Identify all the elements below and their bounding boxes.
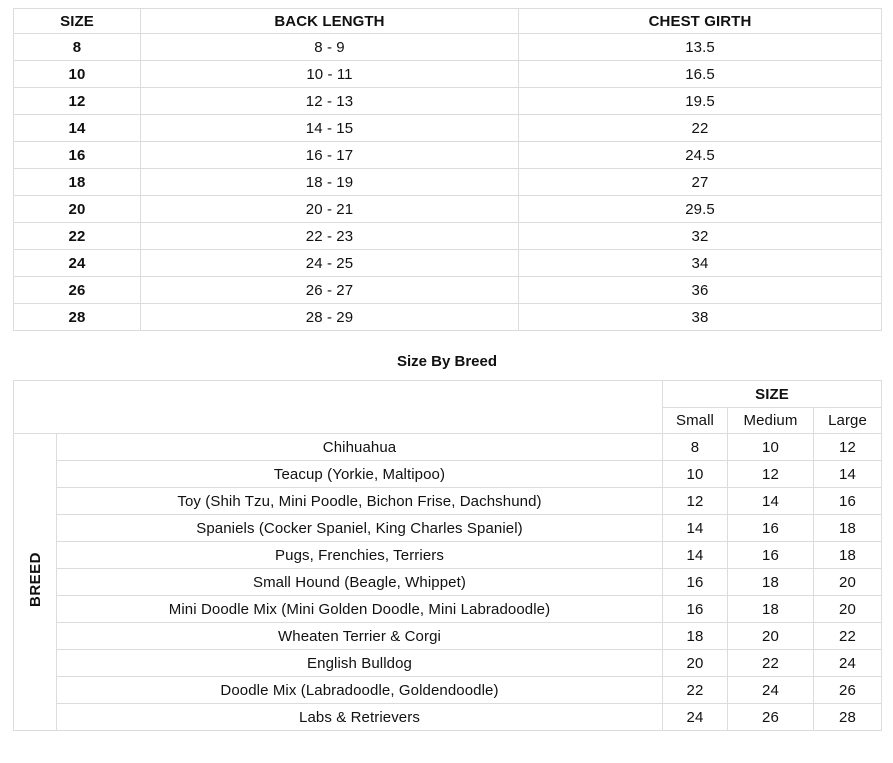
breed-axis-label: BREED <box>26 552 44 608</box>
size-cell: 8 <box>14 34 141 61</box>
breed-chart-row <box>14 515 882 542</box>
large-size-cell: 24 <box>814 650 882 677</box>
size-cell: 10 <box>14 61 141 88</box>
back-length-column-header: BACK LENGTH <box>141 9 519 34</box>
back-length-cell: 10 - 11 <box>141 61 519 88</box>
back-length-cell: 22 - 23 <box>141 223 519 250</box>
large-column-header: Large <box>814 408 882 434</box>
breed-axis-cell <box>14 434 57 731</box>
breed-chart-row <box>14 569 882 596</box>
medium-column-header: Medium <box>728 408 814 434</box>
breed-name-cell: Doodle Mix (Labradoodle, Goldendoodle) <box>57 677 663 704</box>
breed-name-cell: Toy (Shih Tzu, Mini Poodle, Bichon Frise, Dachshund) <box>57 488 663 515</box>
chest-girth-cell: 34 <box>519 250 882 277</box>
breed-chart-row <box>14 488 882 515</box>
chest-girth-cell: 36 <box>519 277 882 304</box>
chest-girth-cell: 16.5 <box>519 61 882 88</box>
back-length-cell: 16 - 17 <box>141 142 519 169</box>
size-cell: 20 <box>14 196 141 223</box>
size-chart-header <box>14 9 882 34</box>
size-chart-row <box>14 223 882 250</box>
small-size-cell: 10 <box>663 461 728 488</box>
back-length-cell: 28 - 29 <box>141 304 519 331</box>
size-cell: 24 <box>14 250 141 277</box>
back-length-cell: 8 - 9 <box>141 34 519 61</box>
small-size-cell: 16 <box>663 596 728 623</box>
size-chart-row <box>14 250 882 277</box>
large-size-cell: 16 <box>814 488 882 515</box>
small-size-cell: 20 <box>663 650 728 677</box>
chest-girth-cell: 32 <box>519 223 882 250</box>
breed-chart-row <box>14 650 882 677</box>
breed-chart-row <box>14 434 882 461</box>
chest-girth-cell: 24.5 <box>519 142 882 169</box>
size-cell: 12 <box>14 88 141 115</box>
size-chart-row <box>14 61 882 88</box>
back-length-cell: 14 - 15 <box>141 115 519 142</box>
breed-name-cell: Pugs, Frenchies, Terriers <box>57 542 663 569</box>
breed-name-cell: Wheaten Terrier & Corgi <box>57 623 663 650</box>
medium-size-cell: 16 <box>728 542 814 569</box>
medium-size-cell: 14 <box>728 488 814 515</box>
size-cell: 26 <box>14 277 141 304</box>
small-size-cell: 14 <box>663 542 728 569</box>
breed-name-cell: Chihuahua <box>57 434 663 461</box>
size-guide-page <box>13 8 881 731</box>
breed-chart-row <box>14 461 882 488</box>
size-column-header: SIZE <box>14 9 141 34</box>
large-size-cell: 26 <box>814 677 882 704</box>
medium-size-cell: 22 <box>728 650 814 677</box>
size-cell: 18 <box>14 169 141 196</box>
breed-chart-header <box>14 381 882 434</box>
size-chart-row <box>14 169 882 196</box>
small-size-cell: 18 <box>663 623 728 650</box>
small-size-cell: 14 <box>663 515 728 542</box>
small-size-cell: 22 <box>663 677 728 704</box>
back-length-cell: 24 - 25 <box>141 250 519 277</box>
breed-name-cell: English Bulldog <box>57 650 663 677</box>
small-size-cell: 8 <box>663 434 728 461</box>
size-chart-row <box>14 115 882 142</box>
small-column-header: Small <box>663 408 728 434</box>
size-chart-row <box>14 34 882 61</box>
size-chart-row <box>14 88 882 115</box>
back-length-cell: 12 - 13 <box>141 88 519 115</box>
back-length-cell: 18 - 19 <box>141 169 519 196</box>
large-size-cell: 28 <box>814 704 882 731</box>
small-size-cell: 24 <box>663 704 728 731</box>
chest-girth-cell: 27 <box>519 169 882 196</box>
breed-name-cell: Small Hound (Beagle, Whippet) <box>57 569 663 596</box>
breed-name-cell: Spaniels (Cocker Spaniel, King Charles Spaniel) <box>57 515 663 542</box>
back-length-cell: 26 - 27 <box>141 277 519 304</box>
small-size-cell: 12 <box>663 488 728 515</box>
medium-size-cell: 20 <box>728 623 814 650</box>
medium-size-cell: 12 <box>728 461 814 488</box>
medium-size-cell: 18 <box>728 596 814 623</box>
breed-table-title: Size By Breed <box>396 353 498 370</box>
breed-header-spacer <box>14 381 663 434</box>
size-cell: 22 <box>14 223 141 250</box>
chest-girth-cell: 29.5 <box>519 196 882 223</box>
breed-chart-body <box>14 434 882 731</box>
medium-size-cell: 16 <box>728 515 814 542</box>
size-cell: 14 <box>14 115 141 142</box>
breed-chart-row <box>14 542 882 569</box>
medium-size-cell: 10 <box>728 434 814 461</box>
size-chart-table <box>13 8 882 331</box>
chest-girth-cell: 19.5 <box>519 88 882 115</box>
large-size-cell: 14 <box>814 461 882 488</box>
size-chart-row <box>14 304 882 331</box>
breed-name-cell: Teacup (Yorkie, Maltipoo) <box>57 461 663 488</box>
size-group-header: SIZE <box>663 381 882 408</box>
medium-size-cell: 26 <box>728 704 814 731</box>
large-size-cell: 20 <box>814 596 882 623</box>
size-cell: 28 <box>14 304 141 331</box>
breed-name-cell: Labs & Retrievers <box>57 704 663 731</box>
breed-name-cell: Mini Doodle Mix (Mini Golden Doodle, Mini Labradoodle) <box>57 596 663 623</box>
large-size-cell: 12 <box>814 434 882 461</box>
breed-chart-group-header-row <box>14 381 882 408</box>
breed-chart-row <box>14 623 882 650</box>
small-size-cell: 16 <box>663 569 728 596</box>
back-length-cell: 20 - 21 <box>141 196 519 223</box>
large-size-cell: 20 <box>814 569 882 596</box>
size-chart-body <box>14 34 882 331</box>
breed-chart-table <box>13 380 882 731</box>
large-size-cell: 18 <box>814 542 882 569</box>
breed-chart-row <box>14 704 882 731</box>
size-chart-row <box>14 196 882 223</box>
breed-chart-row <box>14 596 882 623</box>
breed-chart-row <box>14 677 882 704</box>
chest-girth-cell: 38 <box>519 304 882 331</box>
chest-girth-column-header: CHEST GIRTH <box>519 9 882 34</box>
size-cell: 16 <box>14 142 141 169</box>
large-size-cell: 22 <box>814 623 882 650</box>
chest-girth-cell: 13.5 <box>519 34 882 61</box>
large-size-cell: 18 <box>814 515 882 542</box>
medium-size-cell: 24 <box>728 677 814 704</box>
size-chart-row <box>14 142 882 169</box>
size-chart-row <box>14 277 882 304</box>
size-chart-header-row <box>14 9 882 34</box>
chest-girth-cell: 22 <box>519 115 882 142</box>
medium-size-cell: 18 <box>728 569 814 596</box>
